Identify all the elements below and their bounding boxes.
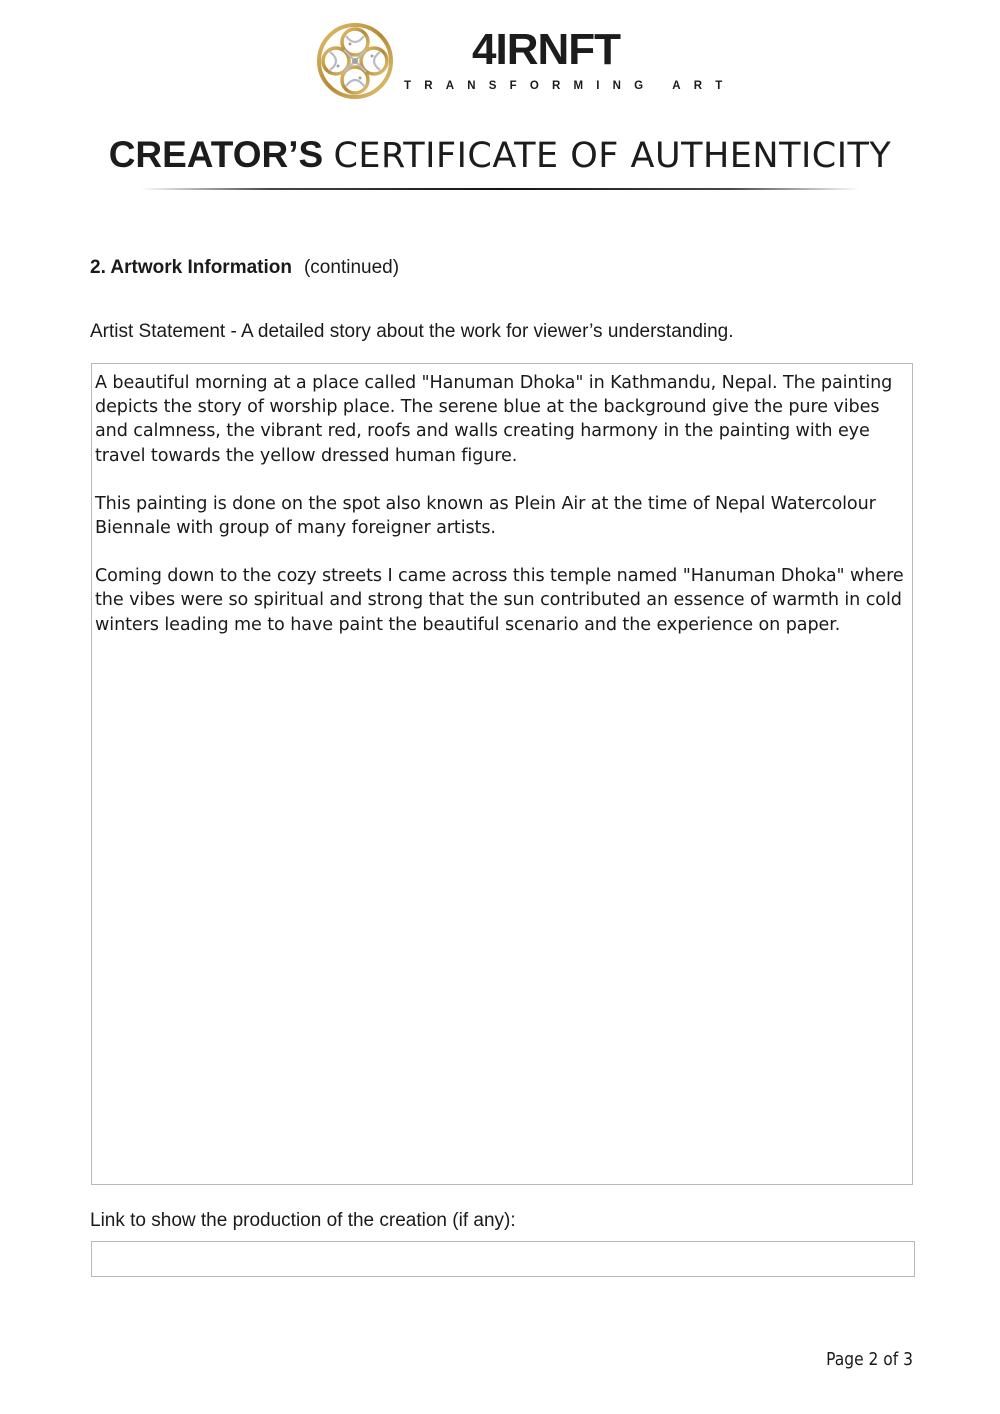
artist-statement-field[interactable] bbox=[91, 363, 913, 1185]
section-heading-suffix: (continued) bbox=[303, 257, 400, 278]
page-number: Page 2 of 3 bbox=[826, 1349, 913, 1370]
certificate-title bbox=[0, 136, 1000, 174]
logo bbox=[316, 22, 736, 102]
statement-paragraph: Coming down to the cozy streets I came across this temple named "Hanuman Dhoka" where the vibes were so spiritual and strong that the sun contributed an essence of warmth in cold winters leading me to have paint the beautiful scenario and the experience on paper. bbox=[95, 566, 904, 635]
brand-tagline: TRANSFORMING ART bbox=[404, 80, 736, 92]
section-heading-label: 2. Artwork Information bbox=[90, 257, 292, 278]
section-heading bbox=[90, 257, 399, 280]
brand-name: 4IRNFT bbox=[472, 25, 620, 74]
statement-paragraph: A beautiful morning at a place called "Hanuman Dhoka" in Kathmandu, Nepal. The painting depicts the story of worship place. The serene blue at the background give the pure vibes and calmness, the vibrant red, roofs and walls creating harmony in the painting with eye travel towards the yellow dressed human figure. bbox=[95, 373, 893, 466]
statement-paragraph: This painting is done on the spot also known as Plein Air at the time of Nepal Watercolour Biennale with group of many foreigner artists. bbox=[95, 493, 876, 539]
certificate-title-rest: CERTIFICATE OF AUTHENTICITY bbox=[333, 136, 892, 176]
title-divider bbox=[140, 188, 860, 190]
production-link-label: Link to show the production of the creation (if any): bbox=[90, 1210, 516, 1231]
knot-emblem-icon bbox=[316, 22, 394, 100]
artist-statement-label: Artist Statement - A detailed story about the work for viewer’s understanding. bbox=[90, 321, 734, 342]
certificate-title-bold: CREATOR’S bbox=[108, 134, 324, 175]
production-link-field[interactable] bbox=[91, 1241, 915, 1277]
